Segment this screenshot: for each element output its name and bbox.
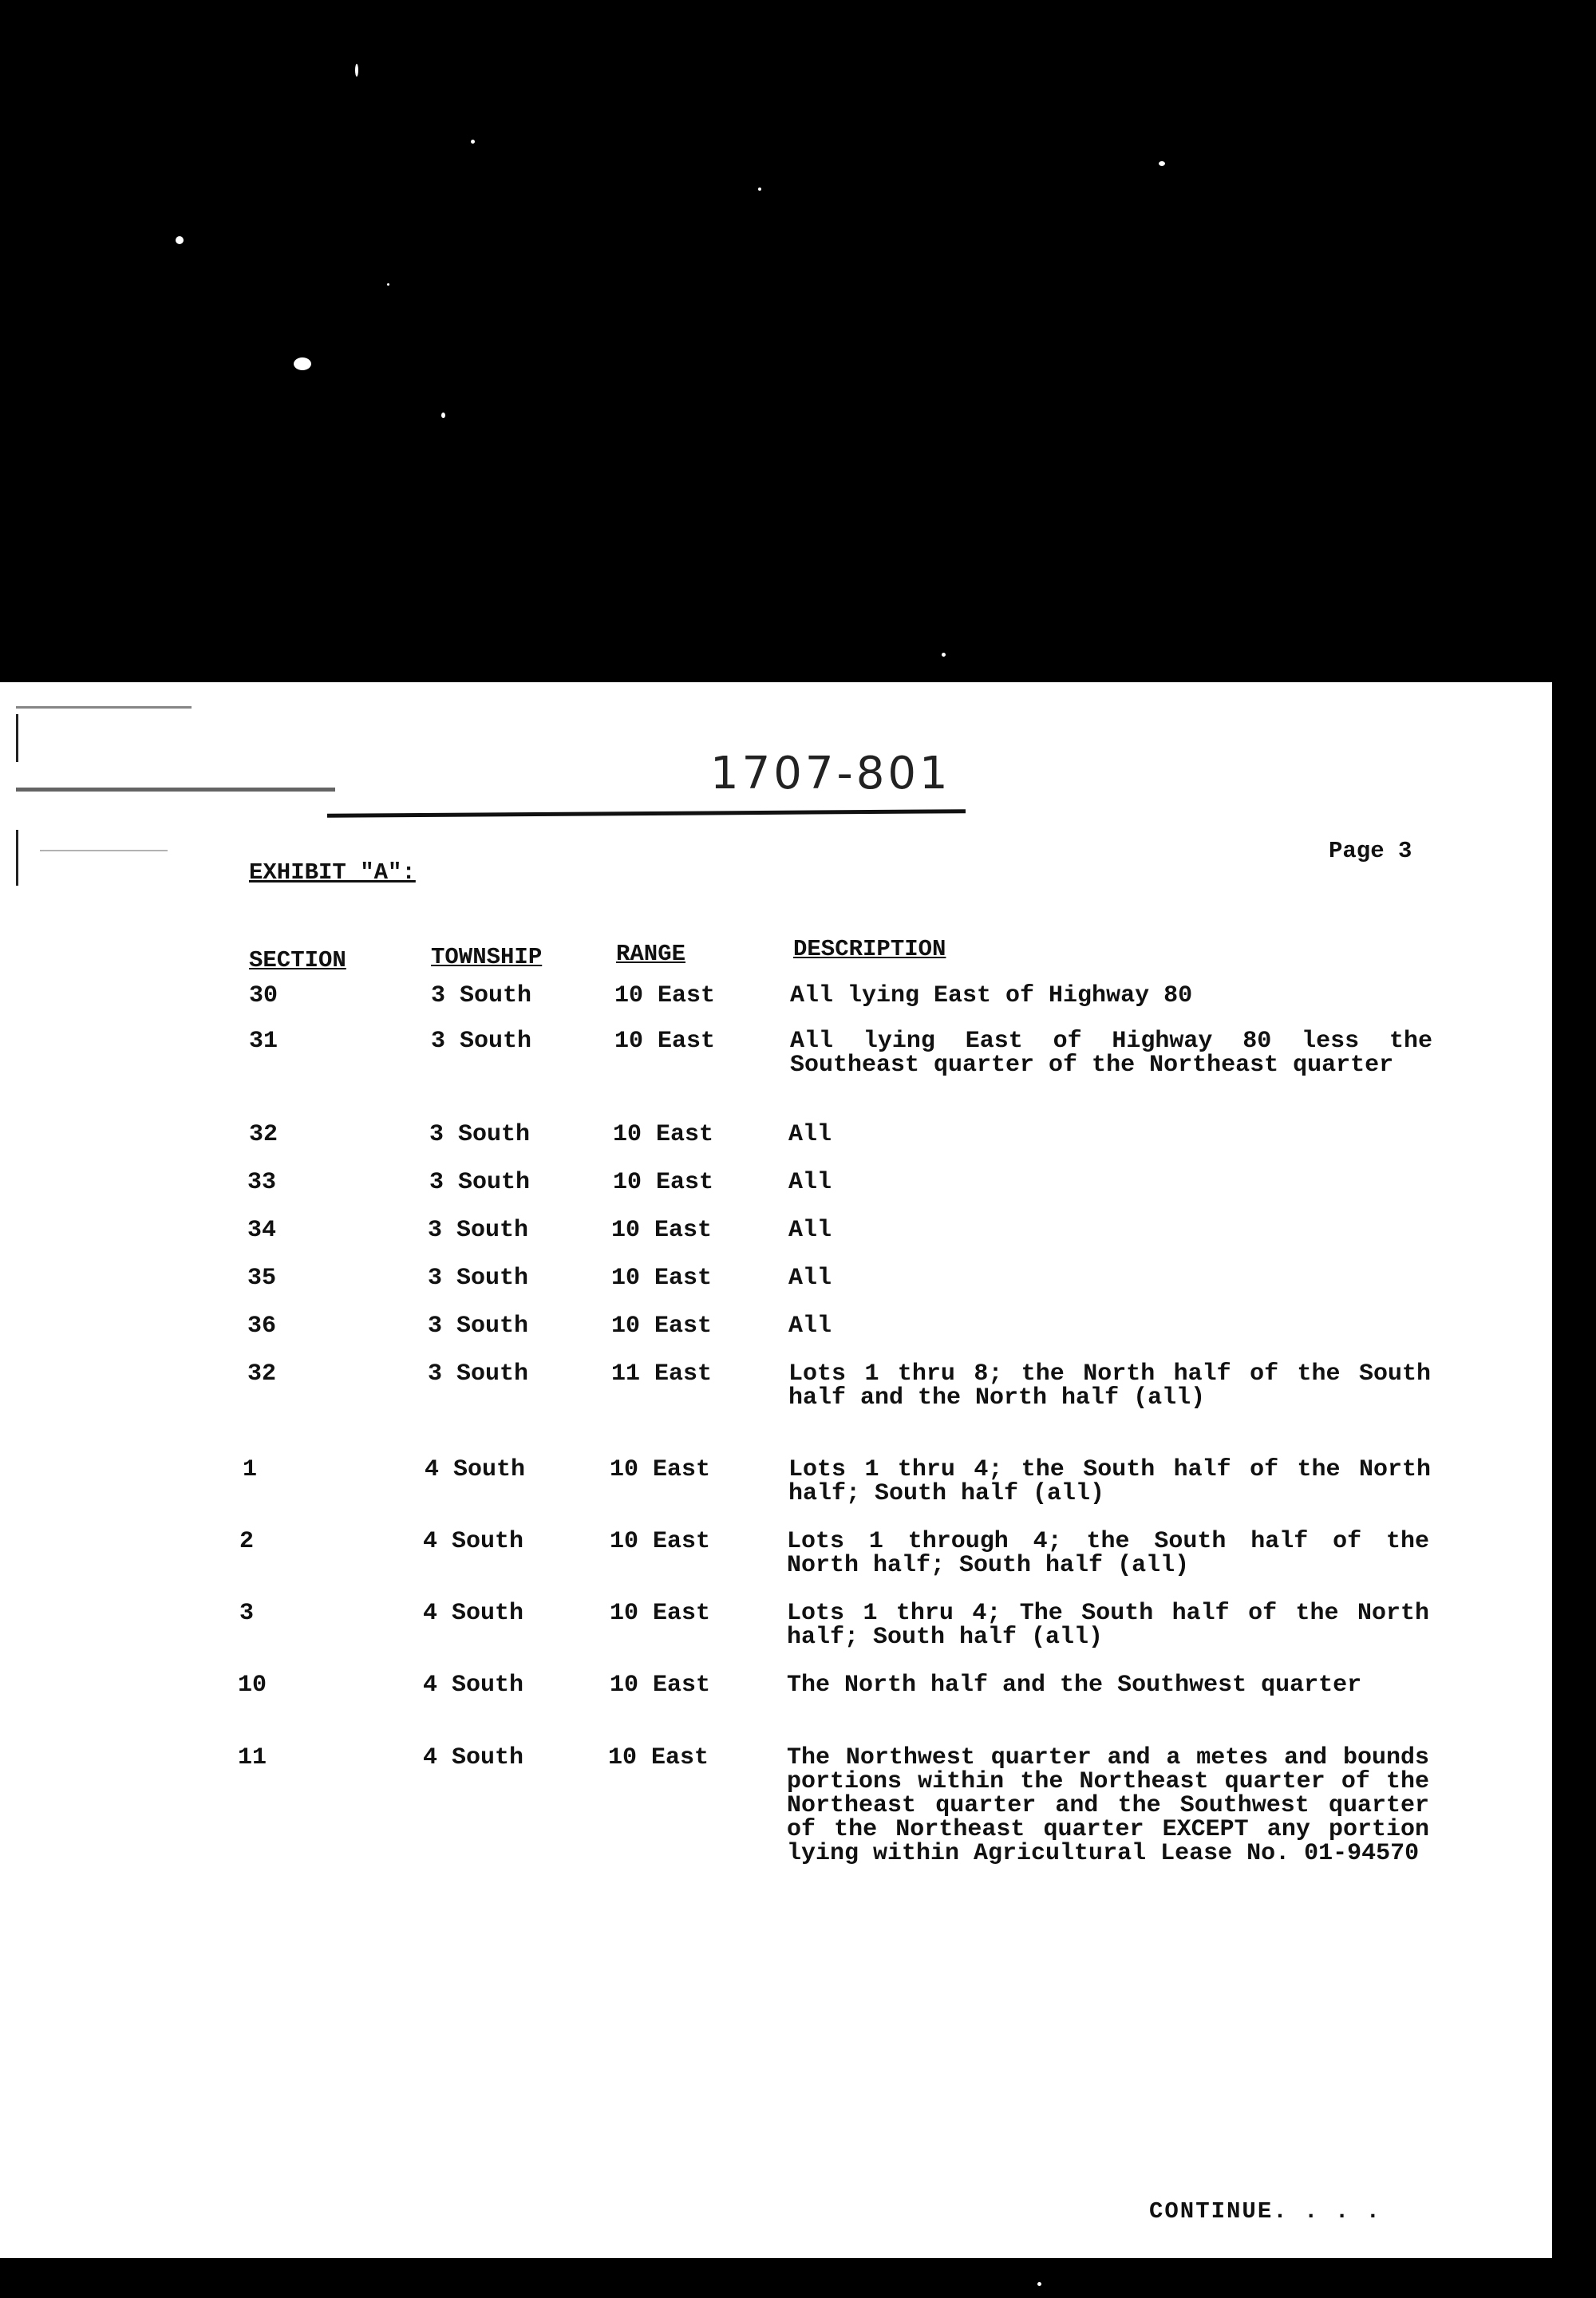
description-cell: All: [788, 1265, 832, 1292]
township-cell: 4 South: [423, 1600, 524, 1627]
scan-speck: [294, 357, 311, 370]
scan-speck: [176, 236, 184, 244]
scan-speck: [387, 283, 389, 286]
range-cell: 10 East: [611, 1265, 713, 1292]
township-cell: 4 South: [423, 1672, 524, 1699]
section-cell: 10: [238, 1672, 267, 1699]
fax-header-smudge: [16, 830, 18, 886]
range-cell: 11 East: [611, 1360, 713, 1388]
scan-speck: [441, 413, 445, 418]
column-header-range: RANGE: [616, 941, 686, 967]
range-cell: 10 East: [608, 1744, 709, 1771]
document-page: [0, 682, 1552, 2258]
description-cell: All lying East of Highway 80: [790, 982, 1193, 1009]
township-cell: 3 South: [429, 1121, 531, 1148]
township-cell: 3 South: [428, 1265, 529, 1292]
description-cell: Lots 1 thru 8; the North half of the South half and the North half (all): [788, 1360, 1431, 1412]
range-cell: 10 East: [610, 1672, 711, 1699]
township-cell: 4 South: [425, 1456, 526, 1483]
section-cell: 30: [249, 982, 279, 1009]
exhibit-title: EXHIBIT "A":: [249, 859, 416, 886]
township-cell: 4 South: [423, 1744, 524, 1771]
range-cell: 10 East: [611, 1217, 713, 1244]
range-cell: 10 East: [610, 1600, 711, 1627]
range-cell: 10 East: [613, 1121, 714, 1148]
handwritten-rule: [327, 809, 966, 818]
section-cell: 32: [247, 1360, 277, 1388]
description-cell: All lying East of Highway 80 less the Southeast quarter of the Northeast quarter: [790, 1028, 1432, 1079]
document-number: 1707-801: [710, 748, 951, 800]
fax-header-smudge: [16, 714, 18, 762]
column-header-description: DESCRIPTION: [793, 936, 946, 962]
description-cell: All: [788, 1313, 832, 1340]
section-cell: 36: [247, 1313, 277, 1340]
scan-speck: [355, 64, 358, 77]
township-cell: 3 South: [428, 1360, 529, 1388]
description-cell: Lots 1 thru 4; the South half of the North half; South half (all): [788, 1456, 1431, 1507]
township-cell: 4 South: [423, 1528, 524, 1555]
township-cell: 3 South: [428, 1217, 529, 1244]
township-cell: 3 South: [429, 1169, 531, 1196]
section-cell: 11: [238, 1744, 267, 1771]
description-cell: All: [788, 1217, 832, 1244]
section-cell: 32: [249, 1121, 279, 1148]
fax-header-smudge: [40, 850, 168, 851]
range-cell: 10 East: [611, 1313, 713, 1340]
section-cell: 35: [247, 1265, 277, 1292]
range-cell: 10 East: [614, 1028, 716, 1055]
page-number: Page 3: [1329, 838, 1412, 864]
range-cell: 10 East: [614, 982, 716, 1009]
description-cell: All: [788, 1169, 832, 1196]
scan-speck: [1037, 2282, 1041, 2286]
description-cell: All: [788, 1121, 832, 1148]
section-cell: 33: [247, 1169, 277, 1196]
description-cell: The North half and the Southwest quarter: [787, 1672, 1362, 1699]
section-cell: 34: [247, 1217, 277, 1244]
scan-speck: [942, 653, 946, 657]
range-cell: 10 East: [610, 1528, 711, 1555]
continue-footer: CONTINUE. . . .: [1149, 2198, 1382, 2225]
scan-speck: [758, 188, 761, 191]
section-cell: 31: [249, 1028, 279, 1055]
range-cell: 10 East: [610, 1456, 711, 1483]
township-cell: 3 South: [431, 982, 532, 1009]
township-cell: 3 South: [431, 1028, 532, 1055]
column-header-section: SECTION: [249, 947, 346, 973]
description-cell: Lots 1 thru 4; The South half of the North half; South half (all): [787, 1600, 1429, 1651]
description-cell: Lots 1 through 4; the South half of the North half; South half (all): [787, 1528, 1429, 1579]
section-cell: 1: [243, 1456, 258, 1483]
description-cell: The Northwest quarter and a metes and bounds portions within the Northeast quarter of the Northeast quarter and the Southwest quarter of the Northeast quarter EXCEPT any portion lying within Agricultural Lease No. 01-94570: [787, 1744, 1429, 1867]
township-cell: 3 South: [428, 1313, 529, 1340]
column-header-township: TOWNSHIP: [431, 944, 543, 970]
fax-header-smudge: [16, 788, 335, 792]
fax-header-smudge: [16, 706, 192, 709]
range-cell: 10 East: [613, 1169, 714, 1196]
scan-speck: [1159, 161, 1165, 166]
scan-speck: [471, 140, 475, 144]
section-cell: 2: [239, 1528, 255, 1555]
section-cell: 3: [239, 1600, 255, 1627]
